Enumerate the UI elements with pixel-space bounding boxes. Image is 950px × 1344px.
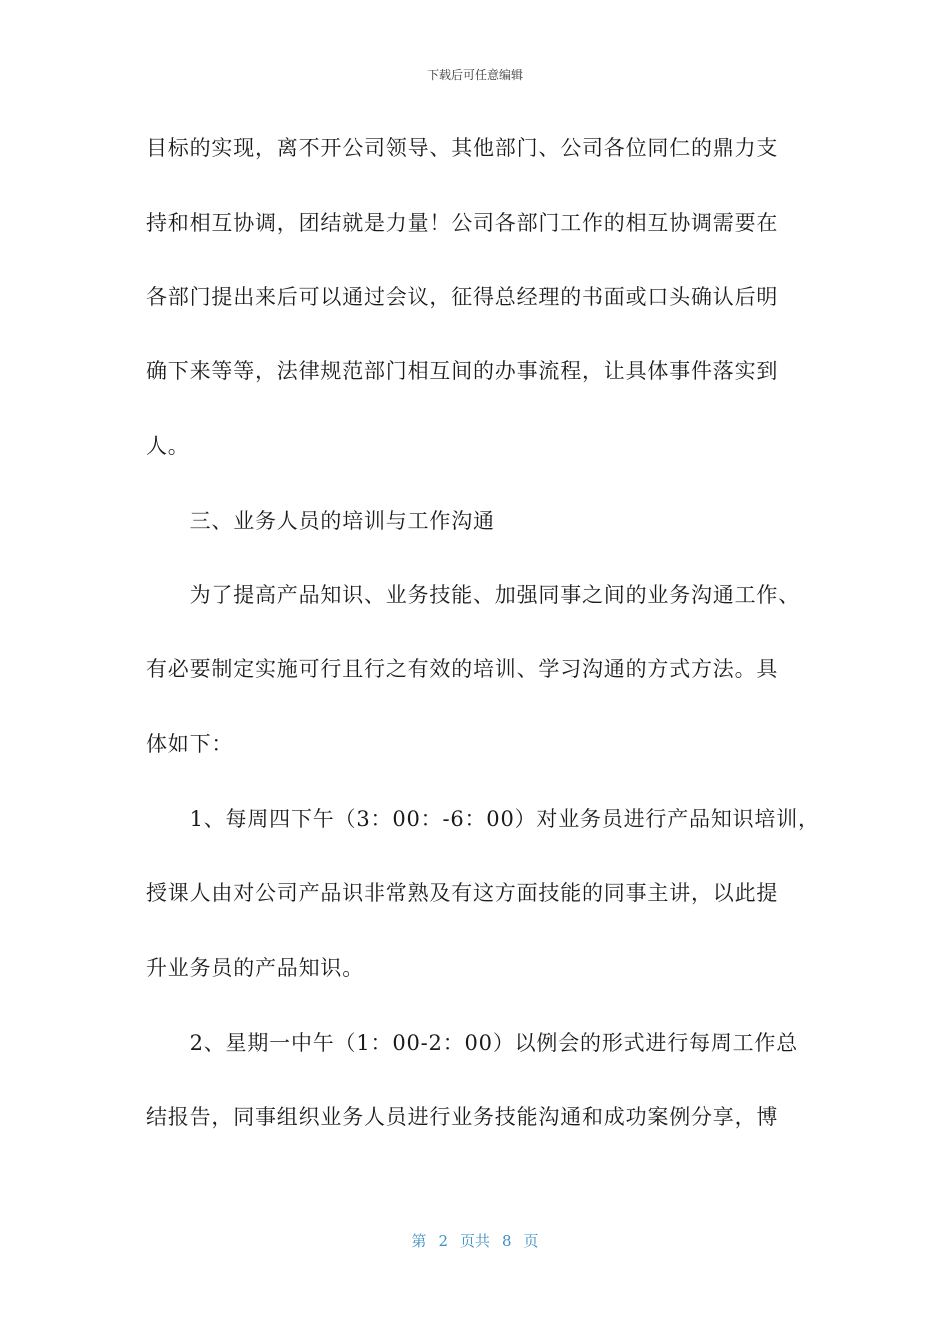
page-footer bbox=[0, 1230, 950, 1251]
body-line: 人。 bbox=[146, 434, 190, 458]
body-line: 确下来等等，法律规范部门相互间的办事流程，让具体事件落实到 bbox=[146, 359, 779, 383]
footer-prefix: 第 bbox=[411, 1232, 427, 1250]
body-line: 持和相互协调，团结就是力量！公司各部门工作的相互协调需要在 bbox=[146, 211, 779, 235]
body-line: 有必要制定实施可行且行之有效的培训、学习沟通的方式方法。具 bbox=[146, 657, 779, 681]
footer-page-number: 2 bbox=[438, 1232, 448, 1250]
footer-middle: 页共 bbox=[459, 1232, 490, 1250]
body-line: 1、每周四下午（3：00：-6：00）对业务员进行产品知识培训， bbox=[146, 807, 820, 831]
body-line: 结报告，同事组织业务人员进行业务技能沟通和成功案例分享，博 bbox=[146, 1105, 779, 1129]
section-heading: 三、业务人员的培训与工作沟通 bbox=[146, 509, 495, 533]
body-line: 体如下： bbox=[146, 732, 234, 756]
body-line: 升业务员的产品知识。 bbox=[146, 956, 364, 980]
body-line: 授课人由对公司产品识非常熟及有这方面技能的同事主讲，以此提 bbox=[146, 881, 779, 905]
body-line: 为了提高产品知识、业务技能、加强同事之间的业务沟通工作、 bbox=[146, 583, 800, 607]
body-line: 各部门提出来后可以通过会议，征得总经理的书面或口头确认后明 bbox=[146, 285, 779, 309]
body-line: 目标的实现，离不开公司领导、其他部门、公司各位同仁的鼎力支 bbox=[146, 136, 779, 160]
page-header: 下载后可任意编辑 bbox=[426, 68, 523, 82]
footer-suffix: 页 bbox=[523, 1232, 539, 1250]
body-line: 2、星期一中午（1：00-2：00）以例会的形式进行每周工作总 bbox=[146, 1031, 799, 1055]
footer-total-pages: 8 bbox=[502, 1232, 512, 1250]
